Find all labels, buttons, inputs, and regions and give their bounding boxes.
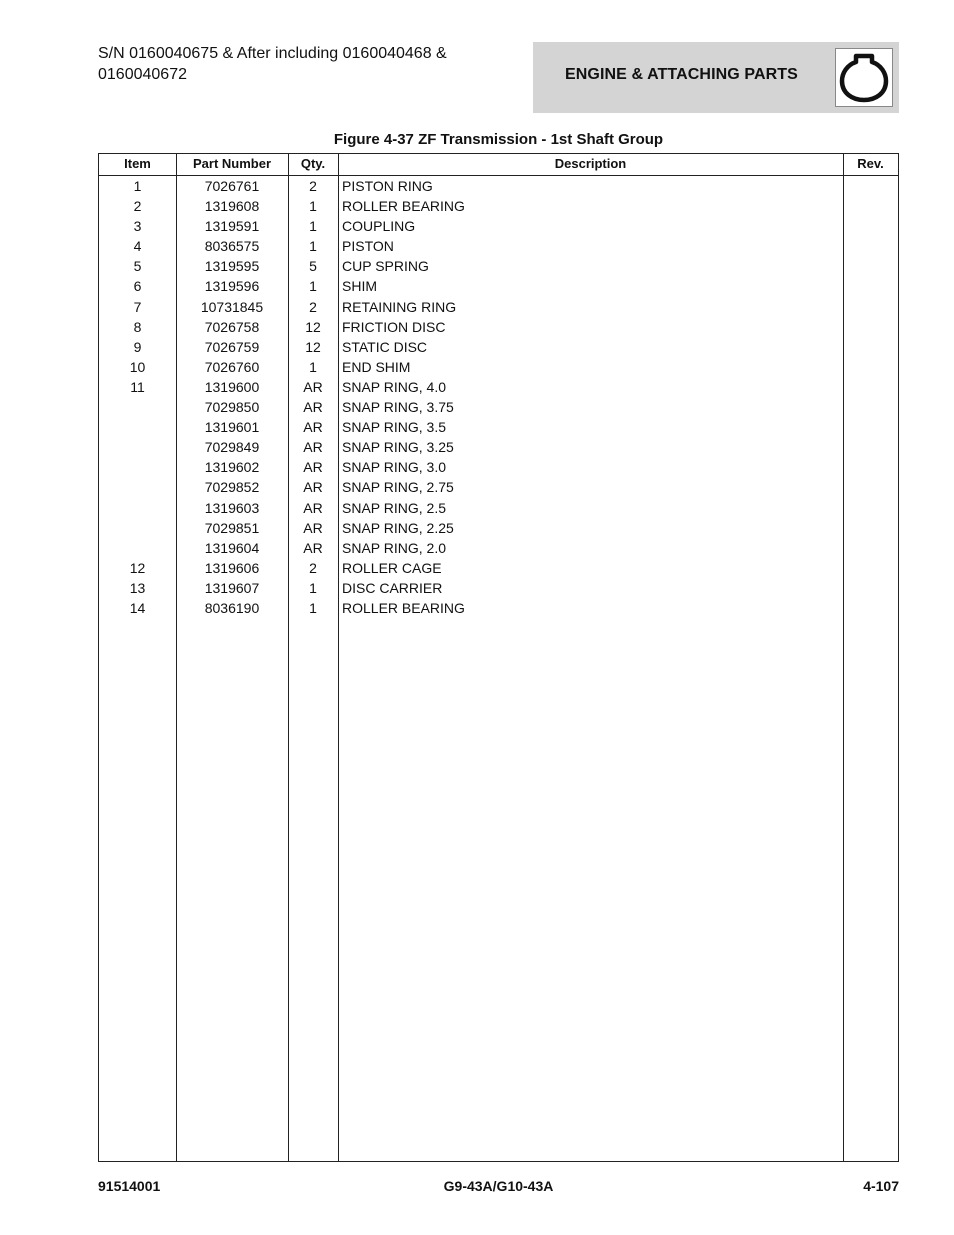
table-row <box>99 538 898 558</box>
serial-number-text <box>98 43 518 85</box>
row-description: SNAP RING, 2.75 <box>342 479 454 496</box>
table-row <box>99 578 898 598</box>
row-quantity: 2 <box>309 298 317 315</box>
table-row <box>99 196 898 216</box>
row-item-number: 12 <box>129 559 146 576</box>
table-row <box>99 216 898 236</box>
table-row <box>99 417 898 437</box>
footer-model: G9-43A/G10-43A <box>443 1178 554 1194</box>
table-row <box>99 236 898 256</box>
row-item-number: 3 <box>133 218 142 235</box>
parts-table <box>98 153 899 1162</box>
row-item-number: 9 <box>133 338 142 355</box>
row-part-number: 7026761 <box>204 178 260 194</box>
row-quantity: AR <box>303 399 323 416</box>
row-quantity: 1 <box>309 278 317 295</box>
row-description: CUP SPRING <box>342 258 429 275</box>
row-part-number: 1319606 <box>204 559 260 576</box>
row-quantity: 1 <box>309 358 317 375</box>
row-quantity: AR <box>303 419 323 436</box>
row-part-number: 7029850 <box>204 399 260 416</box>
section-title: ENGINE & ATTACHING PARTS <box>565 66 798 83</box>
column-header-rev: Rev. <box>857 156 884 171</box>
row-part-number: 1319600 <box>204 378 260 395</box>
table-row <box>99 598 898 618</box>
row-description: SHIM <box>342 278 377 295</box>
row-item-number: 5 <box>133 258 142 275</box>
row-part-number: 1319603 <box>204 499 260 516</box>
column-header-description: Description <box>554 156 627 171</box>
row-description: SNAP RING, 3.25 <box>342 439 454 456</box>
section-banner <box>533 42 899 113</box>
row-description: SNAP RING, 3.5 <box>342 419 447 436</box>
row-description: FRICTION DISC <box>342 318 446 335</box>
row-quantity: 1 <box>309 218 317 235</box>
row-part-number: 10731845 <box>200 298 264 315</box>
column-header-qty: Qty. <box>300 156 326 171</box>
table-row <box>99 357 898 377</box>
row-description: COUPLING <box>342 218 416 235</box>
row-quantity: AR <box>303 539 323 556</box>
row-item-number: 2 <box>133 198 142 215</box>
row-quantity: AR <box>303 439 323 456</box>
row-part-number: 7029851 <box>204 519 260 536</box>
row-quantity: AR <box>303 378 323 395</box>
row-quantity: 1 <box>309 198 317 215</box>
row-quantity: AR <box>303 459 323 476</box>
row-description: RETAINING RING <box>342 298 457 315</box>
table-row <box>99 457 898 477</box>
column-header-part-number: Part Number <box>192 156 272 171</box>
table-row <box>99 276 898 296</box>
row-description: SNAP RING, 3.75 <box>342 399 454 416</box>
table-row <box>99 477 898 497</box>
table-row <box>99 518 898 538</box>
row-item-number: 7 <box>133 298 142 315</box>
row-description: ROLLER BEARING <box>342 198 465 215</box>
table-row <box>99 558 898 578</box>
row-description: PISTON <box>342 238 394 255</box>
row-item-number: 6 <box>133 278 142 295</box>
row-part-number: 1319604 <box>204 539 260 556</box>
row-item-number: 8 <box>133 318 142 335</box>
row-quantity: 12 <box>305 338 321 355</box>
column-header-item: Item <box>124 156 151 171</box>
row-quantity: 1 <box>309 599 317 616</box>
row-description: ROLLER CAGE <box>342 559 442 576</box>
row-item-number: 4 <box>133 238 142 255</box>
row-item-number: 1 <box>133 178 142 194</box>
row-quantity: AR <box>303 499 323 516</box>
row-description: SNAP RING, 3.0 <box>342 459 447 476</box>
row-part-number: 7029852 <box>204 479 260 496</box>
row-description: END SHIM <box>342 358 411 375</box>
row-part-number: 1319595 <box>204 258 260 275</box>
row-item-number: 10 <box>129 358 146 375</box>
table-row <box>99 297 898 317</box>
table-row <box>99 377 898 397</box>
row-quantity: 5 <box>309 258 317 275</box>
row-part-number: 1319602 <box>204 459 260 476</box>
row-description: ROLLER BEARING <box>342 599 465 616</box>
row-quantity: 2 <box>309 178 317 194</box>
row-part-number: 1319607 <box>204 579 260 596</box>
row-part-number: 7026758 <box>204 318 260 335</box>
row-item-number: 14 <box>129 599 146 616</box>
row-part-number: 1319608 <box>204 198 260 215</box>
row-quantity: AR <box>303 479 323 496</box>
row-quantity: AR <box>303 519 323 536</box>
table-row <box>99 176 898 196</box>
row-description: SNAP RING, 2.25 <box>342 519 454 536</box>
row-part-number: 1319591 <box>204 218 260 235</box>
row-description: SNAP RING, 2.0 <box>342 539 447 556</box>
table-row <box>99 498 898 518</box>
row-part-number: 1319601 <box>204 419 260 436</box>
row-part-number: 7026759 <box>204 338 260 355</box>
row-item-number: 13 <box>129 579 146 596</box>
row-item-number: 11 <box>130 378 145 395</box>
row-quantity: 1 <box>309 579 317 596</box>
serial-line-2: 0160040672 <box>98 66 187 83</box>
table-row <box>99 337 898 357</box>
row-description: PISTON RING <box>342 178 433 194</box>
footer-document-number: 91514001 <box>98 1178 161 1194</box>
row-part-number: 1319596 <box>204 278 260 295</box>
serial-line-1: S/N 0160040675 & After including 0160040468 & <box>98 45 447 62</box>
table-row <box>99 437 898 457</box>
table-row <box>99 317 898 337</box>
footer-page-number: 4-107 <box>863 1178 899 1194</box>
row-quantity: 12 <box>305 318 321 335</box>
row-description: STATIC DISC <box>342 338 428 355</box>
table-row <box>99 256 898 276</box>
row-part-number: 7029849 <box>204 439 260 456</box>
row-description: SNAP RING, 2.5 <box>342 499 447 516</box>
row-description: SNAP RING, 4.0 <box>342 378 447 395</box>
row-part-number: 8036190 <box>204 599 260 616</box>
engine-icon <box>835 48 893 107</box>
row-description: DISC CARRIER <box>342 579 443 596</box>
table-row <box>99 397 898 417</box>
row-part-number: 8036575 <box>204 238 260 255</box>
row-part-number: 7026760 <box>204 358 260 375</box>
table-body <box>99 176 898 618</box>
row-quantity: 1 <box>309 238 317 255</box>
row-quantity: 2 <box>309 559 317 576</box>
figure-title: Figure 4-37 ZF Transmission - 1st Shaft Group <box>333 131 664 148</box>
